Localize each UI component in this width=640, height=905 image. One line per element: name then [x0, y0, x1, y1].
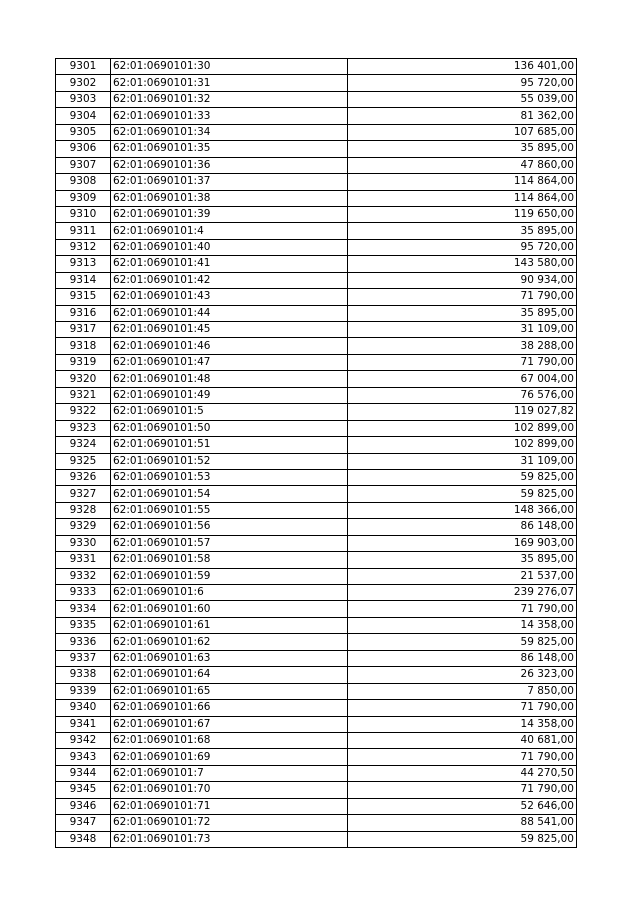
cadastral-number-cell: 62:01:0690101:70 [111, 782, 348, 798]
cadastral-value-cell: 90 934,00 [348, 272, 577, 288]
cadastral-value-cell: 102 899,00 [348, 437, 577, 453]
row-number-cell: 9330 [56, 535, 111, 551]
table-row [56, 420, 577, 436]
row-number-cell: 9309 [56, 190, 111, 206]
row-number-cell: 9331 [56, 552, 111, 568]
cadastral-value-cell: 7 850,00 [348, 683, 577, 699]
row-number-cell: 9325 [56, 453, 111, 469]
row-number-cell: 9313 [56, 256, 111, 272]
table-row [56, 831, 577, 847]
cadastral-value-cell: 14 358,00 [348, 716, 577, 732]
row-number-cell: 9315 [56, 289, 111, 305]
cadastral-number-cell: 62:01:0690101:66 [111, 700, 348, 716]
table-row [56, 486, 577, 502]
row-number-cell: 9329 [56, 519, 111, 535]
cadastral-number-cell: 62:01:0690101:33 [111, 108, 348, 124]
cadastral-value-cell: 239 276,07 [348, 585, 577, 601]
cadastral-value-cell: 114 864,00 [348, 190, 577, 206]
table-row [56, 59, 577, 75]
cadastral-number-cell: 62:01:0690101:62 [111, 634, 348, 650]
table-row [56, 124, 577, 140]
table-row [56, 354, 577, 370]
cadastral-number-cell: 62:01:0690101:68 [111, 732, 348, 748]
cadastral-value-cell: 169 903,00 [348, 535, 577, 551]
cadastral-number-cell: 62:01:0690101:37 [111, 174, 348, 190]
cadastral-value-cell: 44 270,50 [348, 765, 577, 781]
row-number-cell: 9345 [56, 782, 111, 798]
cadastral-number-cell: 62:01:0690101:57 [111, 535, 348, 551]
cadastral-value-cell: 21 537,00 [348, 568, 577, 584]
table-row [56, 716, 577, 732]
cadastral-number-cell: 62:01:0690101:41 [111, 256, 348, 272]
cadastral-number-cell: 62:01:0690101:65 [111, 683, 348, 699]
row-number-cell: 9319 [56, 354, 111, 370]
table-row [56, 732, 577, 748]
row-number-cell: 9328 [56, 502, 111, 518]
row-number-cell: 9341 [56, 716, 111, 732]
table-row [56, 552, 577, 568]
table-row [56, 667, 577, 683]
cadastral-value-cell: 71 790,00 [348, 749, 577, 765]
cadastral-number-cell: 62:01:0690101:54 [111, 486, 348, 502]
row-number-cell: 9317 [56, 322, 111, 338]
cadastral-value-cell: 71 790,00 [348, 289, 577, 305]
cadastral-number-cell: 62:01:0690101:6 [111, 585, 348, 601]
cadastral-number-cell: 62:01:0690101:46 [111, 338, 348, 354]
cadastral-number-cell: 62:01:0690101:39 [111, 206, 348, 222]
table-row [56, 502, 577, 518]
table-row [56, 305, 577, 321]
cadastral-number-cell: 62:01:0690101:49 [111, 387, 348, 403]
table-row [56, 338, 577, 354]
cadastral-value-cell: 95 720,00 [348, 75, 577, 91]
table-row [56, 239, 577, 255]
cadastral-value-cell: 59 825,00 [348, 469, 577, 485]
cadastral-value-cell: 81 362,00 [348, 108, 577, 124]
table-row [56, 798, 577, 814]
row-number-cell: 9307 [56, 157, 111, 173]
table-row [56, 535, 577, 551]
cadastral-value-cell: 59 825,00 [348, 486, 577, 502]
cadastral-value-cell: 76 576,00 [348, 387, 577, 403]
cadastral-value-cell: 38 288,00 [348, 338, 577, 354]
table-row [56, 174, 577, 190]
row-number-cell: 9348 [56, 831, 111, 847]
table-row [56, 519, 577, 535]
cadastral-value-cell: 35 895,00 [348, 305, 577, 321]
row-number-cell: 9335 [56, 617, 111, 633]
table-row [56, 650, 577, 666]
cadastral-value-cell: 55 039,00 [348, 91, 577, 107]
cadastral-number-cell: 62:01:0690101:52 [111, 453, 348, 469]
row-number-cell: 9324 [56, 437, 111, 453]
cadastral-number-cell: 62:01:0690101:34 [111, 124, 348, 140]
row-number-cell: 9339 [56, 683, 111, 699]
cadastral-number-cell: 62:01:0690101:59 [111, 568, 348, 584]
row-number-cell: 9340 [56, 700, 111, 716]
row-number-cell: 9314 [56, 272, 111, 288]
cadastral-number-cell: 62:01:0690101:4 [111, 223, 348, 239]
cadastral-number-cell: 62:01:0690101:32 [111, 91, 348, 107]
cadastral-number-cell: 62:01:0690101:45 [111, 322, 348, 338]
cadastral-number-cell: 62:01:0690101:63 [111, 650, 348, 666]
table-row [56, 272, 577, 288]
table-body [56, 59, 577, 848]
row-number-cell: 9343 [56, 749, 111, 765]
cadastral-number-cell: 62:01:0690101:7 [111, 765, 348, 781]
cadastral-value-table [55, 58, 577, 848]
cadastral-value-cell: 102 899,00 [348, 420, 577, 436]
cadastral-value-cell: 86 148,00 [348, 650, 577, 666]
cadastral-value-cell: 88 541,00 [348, 815, 577, 831]
table-row [56, 256, 577, 272]
cadastral-number-cell: 62:01:0690101:55 [111, 502, 348, 518]
table-row [56, 749, 577, 765]
cadastral-value-cell: 119 650,00 [348, 206, 577, 222]
cadastral-value-cell: 35 895,00 [348, 141, 577, 157]
row-number-cell: 9305 [56, 124, 111, 140]
table-row [56, 700, 577, 716]
table-row [56, 453, 577, 469]
cadastral-value-cell: 71 790,00 [348, 700, 577, 716]
cadastral-number-cell: 62:01:0690101:71 [111, 798, 348, 814]
row-number-cell: 9323 [56, 420, 111, 436]
table-row [56, 108, 577, 124]
cadastral-value-cell: 71 790,00 [348, 782, 577, 798]
row-number-cell: 9306 [56, 141, 111, 157]
cadastral-number-cell: 62:01:0690101:72 [111, 815, 348, 831]
cadastral-number-cell: 62:01:0690101:38 [111, 190, 348, 206]
cadastral-value-cell: 136 401,00 [348, 59, 577, 75]
cadastral-value-cell: 67 004,00 [348, 371, 577, 387]
table-row [56, 404, 577, 420]
table-row [56, 322, 577, 338]
cadastral-number-cell: 62:01:0690101:60 [111, 601, 348, 617]
table-row [56, 634, 577, 650]
cadastral-value-cell: 71 790,00 [348, 601, 577, 617]
cadastral-value-cell: 35 895,00 [348, 552, 577, 568]
table-row [56, 91, 577, 107]
row-number-cell: 9326 [56, 469, 111, 485]
table-row [56, 75, 577, 91]
cadastral-number-cell: 62:01:0690101:61 [111, 617, 348, 633]
row-number-cell: 9302 [56, 75, 111, 91]
row-number-cell: 9327 [56, 486, 111, 502]
row-number-cell: 9310 [56, 206, 111, 222]
row-number-cell: 9346 [56, 798, 111, 814]
cadastral-number-cell: 62:01:0690101:48 [111, 371, 348, 387]
cadastral-value-cell: 71 790,00 [348, 354, 577, 370]
table-row [56, 223, 577, 239]
cadastral-number-cell: 62:01:0690101:35 [111, 141, 348, 157]
table-row [56, 683, 577, 699]
cadastral-number-cell: 62:01:0690101:73 [111, 831, 348, 847]
table-row [56, 469, 577, 485]
table-row [56, 601, 577, 617]
row-number-cell: 9344 [56, 765, 111, 781]
row-number-cell: 9318 [56, 338, 111, 354]
cadastral-value-cell: 47 860,00 [348, 157, 577, 173]
row-number-cell: 9312 [56, 239, 111, 255]
cadastral-value-cell: 35 895,00 [348, 223, 577, 239]
cadastral-value-cell: 59 825,00 [348, 634, 577, 650]
table-row [56, 157, 577, 173]
table-row [56, 289, 577, 305]
cadastral-number-cell: 62:01:0690101:50 [111, 420, 348, 436]
row-number-cell: 9320 [56, 371, 111, 387]
table-row [56, 190, 577, 206]
cadastral-number-cell: 62:01:0690101:44 [111, 305, 348, 321]
cadastral-number-cell: 62:01:0690101:40 [111, 239, 348, 255]
cadastral-number-cell: 62:01:0690101:53 [111, 469, 348, 485]
cadastral-value-cell: 14 358,00 [348, 617, 577, 633]
cadastral-number-cell: 62:01:0690101:5 [111, 404, 348, 420]
row-number-cell: 9342 [56, 732, 111, 748]
row-number-cell: 9316 [56, 305, 111, 321]
table-row [56, 141, 577, 157]
cadastral-value-cell: 31 109,00 [348, 453, 577, 469]
cadastral-value-cell: 114 864,00 [348, 174, 577, 190]
cadastral-value-cell: 52 646,00 [348, 798, 577, 814]
row-number-cell: 9347 [56, 815, 111, 831]
table-row [56, 206, 577, 222]
cadastral-number-cell: 62:01:0690101:67 [111, 716, 348, 732]
table-row [56, 387, 577, 403]
row-number-cell: 9338 [56, 667, 111, 683]
cadastral-value-cell: 40 681,00 [348, 732, 577, 748]
row-number-cell: 9311 [56, 223, 111, 239]
table-row [56, 815, 577, 831]
cadastral-value-cell: 86 148,00 [348, 519, 577, 535]
cadastral-number-cell: 62:01:0690101:51 [111, 437, 348, 453]
cadastral-value-cell: 26 323,00 [348, 667, 577, 683]
cadastral-number-cell: 62:01:0690101:47 [111, 354, 348, 370]
row-number-cell: 9308 [56, 174, 111, 190]
row-number-cell: 9303 [56, 91, 111, 107]
table-row [56, 585, 577, 601]
cadastral-number-cell: 62:01:0690101:69 [111, 749, 348, 765]
row-number-cell: 9334 [56, 601, 111, 617]
row-number-cell: 9332 [56, 568, 111, 584]
row-number-cell: 9333 [56, 585, 111, 601]
cadastral-value-cell: 148 366,00 [348, 502, 577, 518]
row-number-cell: 9304 [56, 108, 111, 124]
cadastral-value-cell: 59 825,00 [348, 831, 577, 847]
table-row [56, 782, 577, 798]
cadastral-value-cell: 107 685,00 [348, 124, 577, 140]
row-number-cell: 9337 [56, 650, 111, 666]
cadastral-number-cell: 62:01:0690101:56 [111, 519, 348, 535]
cadastral-number-cell: 62:01:0690101:30 [111, 59, 348, 75]
cadastral-value-cell: 31 109,00 [348, 322, 577, 338]
table-row [56, 765, 577, 781]
table-row [56, 568, 577, 584]
table-row [56, 371, 577, 387]
row-number-cell: 9301 [56, 59, 111, 75]
table-row [56, 437, 577, 453]
cadastral-value-cell: 95 720,00 [348, 239, 577, 255]
cadastral-value-cell: 143 580,00 [348, 256, 577, 272]
cadastral-number-cell: 62:01:0690101:31 [111, 75, 348, 91]
cadastral-number-cell: 62:01:0690101:42 [111, 272, 348, 288]
cadastral-number-cell: 62:01:0690101:64 [111, 667, 348, 683]
table-row [56, 617, 577, 633]
cadastral-number-cell: 62:01:0690101:36 [111, 157, 348, 173]
cadastral-value-cell: 119 027,82 [348, 404, 577, 420]
document-page [55, 58, 577, 848]
cadastral-number-cell: 62:01:0690101:43 [111, 289, 348, 305]
cadastral-number-cell: 62:01:0690101:58 [111, 552, 348, 568]
row-number-cell: 9321 [56, 387, 111, 403]
row-number-cell: 9336 [56, 634, 111, 650]
row-number-cell: 9322 [56, 404, 111, 420]
